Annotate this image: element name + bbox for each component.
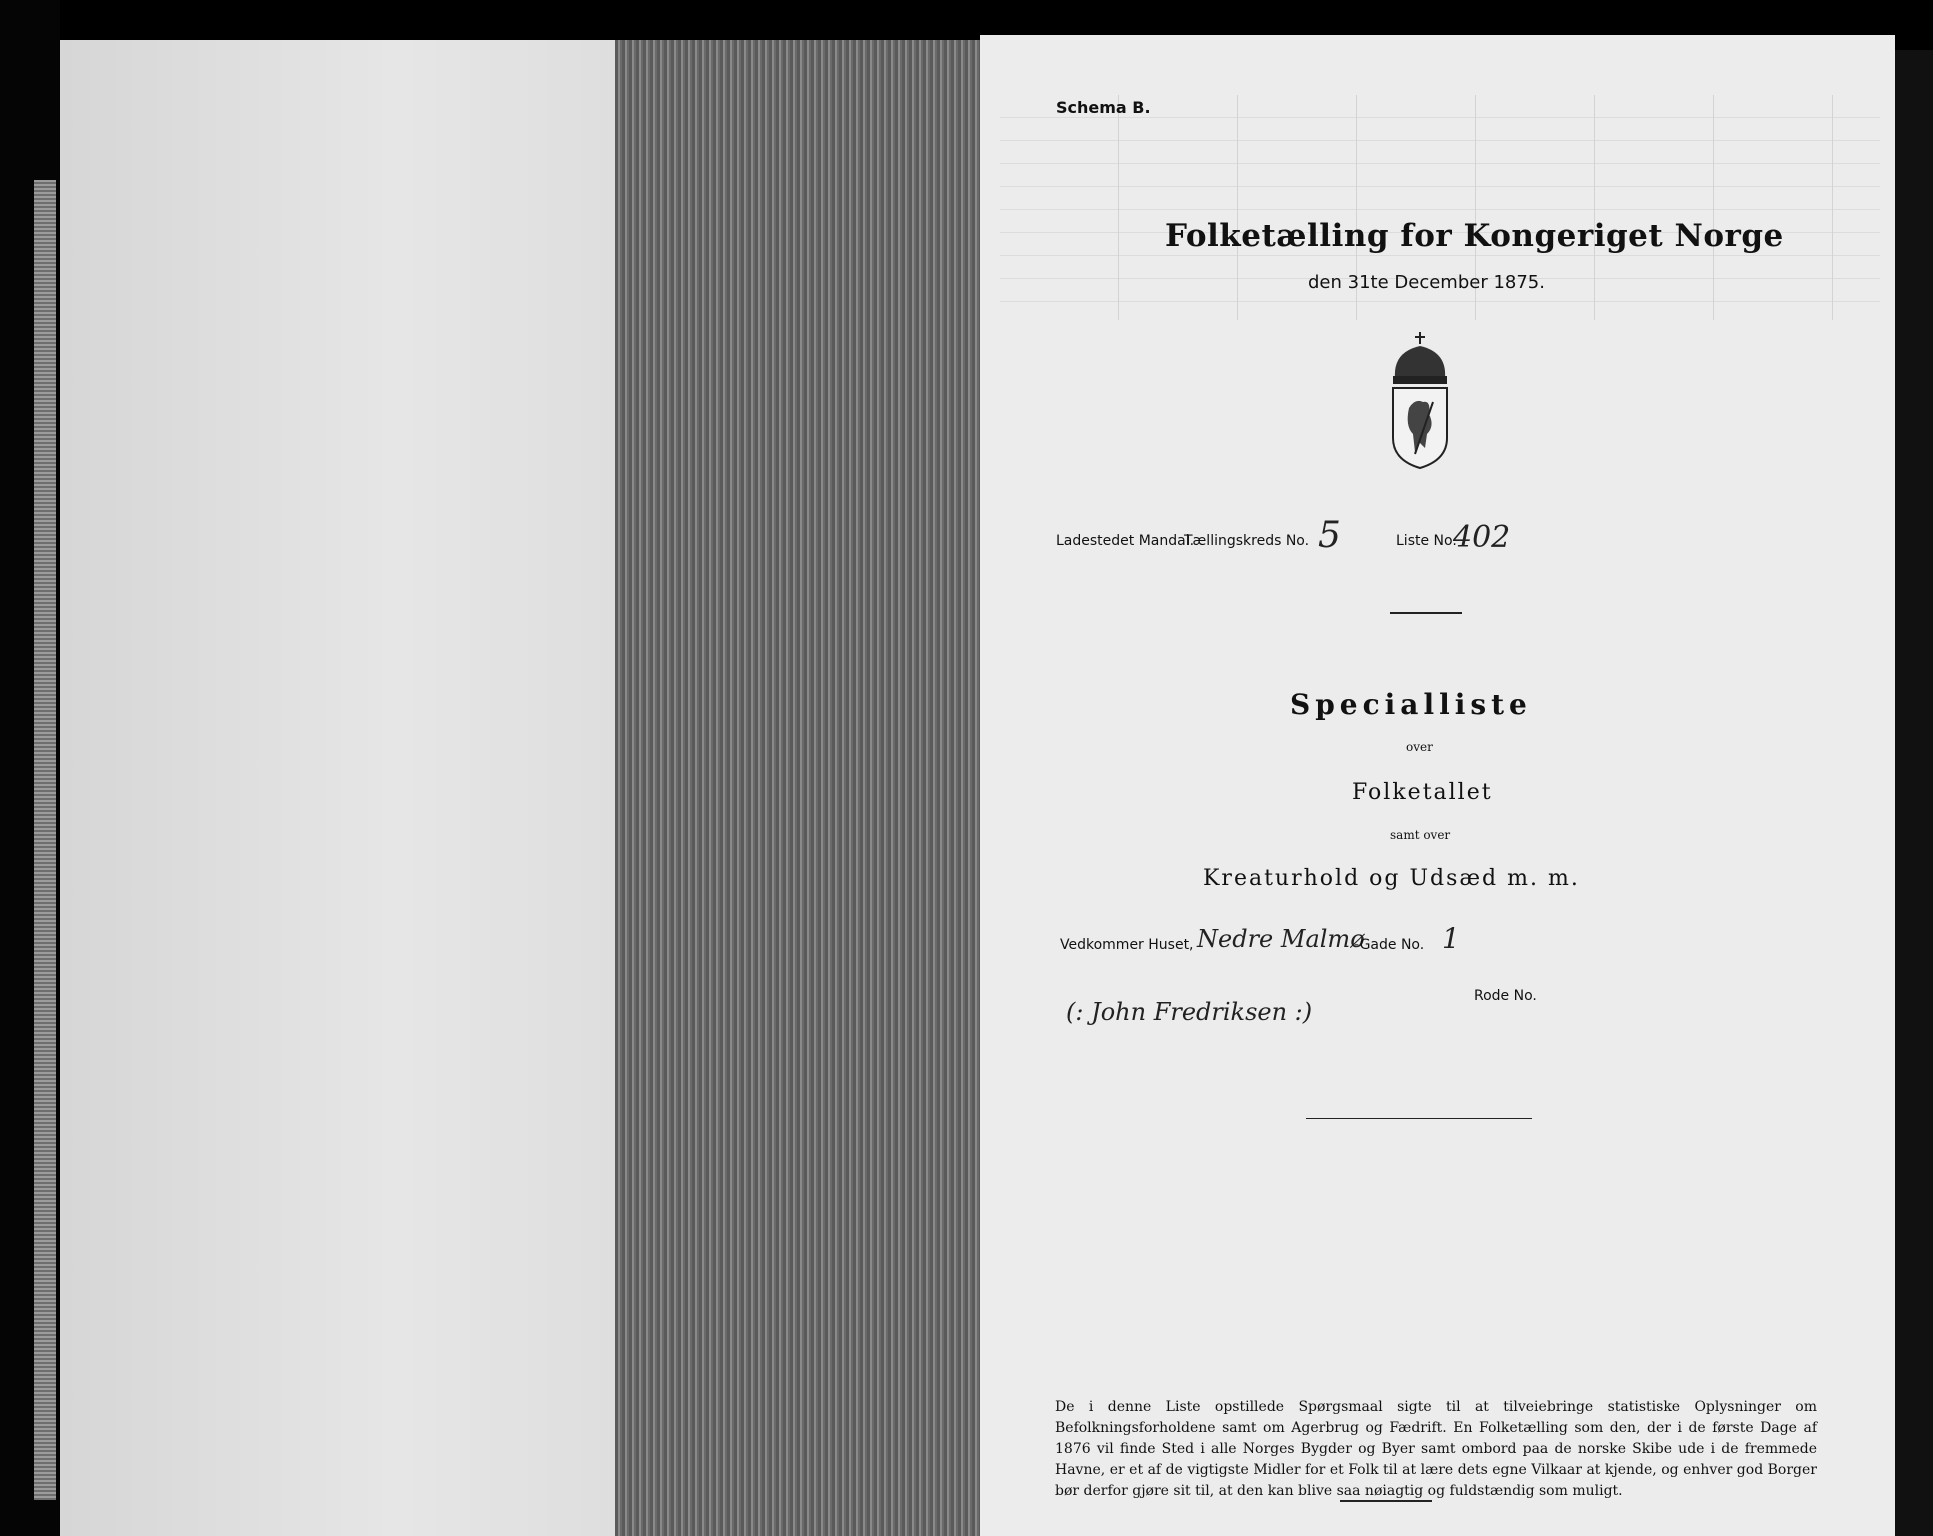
place-label: Ladestedet Mandal. bbox=[1056, 533, 1195, 549]
blank-left-page bbox=[60, 40, 620, 1536]
list-label: Liste No. bbox=[1396, 533, 1457, 549]
over-text: over bbox=[1406, 740, 1433, 754]
divider-line bbox=[1390, 612, 1462, 614]
form-title: Folketælling for Kongeriget Norge bbox=[1165, 218, 1784, 254]
footer-line bbox=[1340, 1500, 1432, 1502]
separator-line bbox=[1306, 1118, 1532, 1119]
form-date: den 31te December 1875. bbox=[1308, 272, 1545, 293]
street-name: Nedre Malmø bbox=[1197, 925, 1365, 953]
rode-label: Rode No. bbox=[1474, 988, 1537, 1004]
house-label: Vedkommer Huset, bbox=[1060, 937, 1194, 953]
book-binding-edge bbox=[0, 0, 60, 1536]
binding-strip bbox=[34, 180, 56, 1500]
gade-number: 1 bbox=[1442, 922, 1460, 955]
samt-over-text: samt over bbox=[1390, 828, 1451, 842]
list-number: 402 bbox=[1453, 520, 1511, 555]
census-notice-paragraph: De i denne Liste opstillede Spørgsmaal sigte til at tilveiebringe statistiske Oplysninger om Befolkningsforholdene samt om Agerbrug og Fædrift. En Folketælling som den, der i de første Dage af 1876 vil finde Sted i alle Norges Bygder og Byer samt ombord paa de norske Skibe ude i de fremmede Havne, er et af de vigtigste Midler for et Folk til at lære dets egne Vilkaar at kjende, og enhver god Borger bør derfor gjøre sit til, at den kan blive saa nøiagtig og fuldstændig som muligt. bbox=[1055, 1399, 1817, 1499]
owner-name: (: John Fredriksen :) bbox=[1066, 998, 1313, 1026]
district-number: 5 bbox=[1318, 515, 1341, 556]
gade-label: -Gade No. bbox=[1354, 937, 1425, 953]
district-label: Tællingskreds No. bbox=[1184, 533, 1310, 549]
coat-of-arms-icon bbox=[1385, 330, 1455, 470]
specialliste-heading: Specialliste bbox=[1290, 688, 1532, 721]
schema-label: Schema B. bbox=[1056, 98, 1151, 117]
kreaturhold-heading: Kreaturhold og Udsæd m. m. bbox=[1203, 866, 1580, 891]
page-edge bbox=[1895, 50, 1933, 1536]
folketallet-heading: Folketallet bbox=[1352, 780, 1493, 805]
striped-endpaper bbox=[615, 40, 980, 1536]
